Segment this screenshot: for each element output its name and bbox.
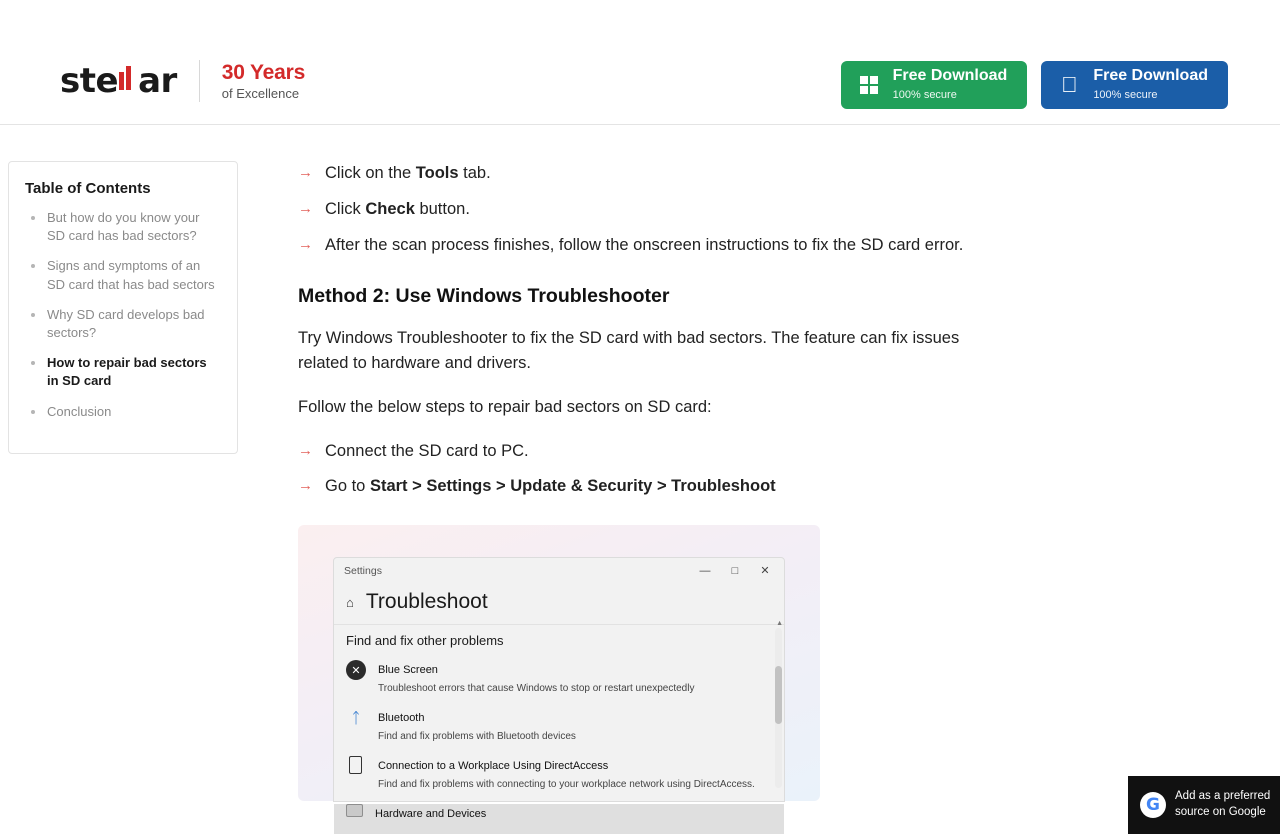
logo-tagline — [222, 61, 305, 101]
step-text-pre: Click on the — [325, 164, 416, 182]
free-download-windows-button[interactable] — [841, 61, 1028, 109]
settings-page-header — [334, 584, 784, 624]
arrow-icon: → — [298, 441, 313, 459]
step-item — [298, 197, 998, 222]
toc-list — [25, 209, 221, 421]
logo-text-part2: ar — [138, 61, 177, 101]
home-icon[interactable]: ⌂ — [346, 594, 354, 610]
arrow-icon: → — [298, 199, 313, 217]
toc-item-1[interactable]: Signs and symptoms of an SD card that has bad sectors — [25, 257, 221, 293]
directaccess-icon — [349, 756, 362, 774]
toc-item-4[interactable]: Conclusion — [25, 403, 221, 421]
troubleshoot-item-name: Blue Screen — [378, 664, 438, 676]
method-heading: Method 2: Use Windows Troubleshooter — [298, 285, 670, 308]
settings-window-titlebar — [334, 558, 784, 584]
settings-page-title: Troubleshoot — [365, 590, 488, 613]
windows-icon — [857, 73, 881, 97]
step-text-pre: Go to — [325, 477, 370, 496]
troubleshoot-item[interactable] — [334, 708, 784, 756]
troubleshoot-item[interactable] — [334, 804, 784, 834]
troubleshoot-item[interactable] — [334, 660, 784, 708]
bluetooth-icon: ᛏ — [351, 709, 361, 727]
troubleshoot-item-text — [378, 660, 694, 696]
free-download-mac-button[interactable] — [1041, 61, 1228, 109]
step-text-bold: Check — [365, 199, 415, 218]
troubleshoot-item-text — [378, 708, 576, 744]
step-text-bold: Start > Settings > Update & Security > Troubleshoot — [369, 477, 776, 496]
troubleshoot-screenshot-figure — [298, 525, 820, 820]
troubleshoot-item-text — [378, 756, 755, 792]
google-badge-text — [1175, 789, 1270, 820]
step-text-pre: After the scan process finishes, follow the onscreen instructions to fix the SD card error. — [325, 235, 964, 254]
apple-icon — [1057, 73, 1081, 97]
top-step-list — [298, 161, 998, 257]
mac-button-sublabel: 100% secure — [1093, 89, 1158, 101]
maximize-icon[interactable]: □ — [731, 565, 739, 577]
logo-excellence: of Excellence — [221, 85, 300, 101]
google-badge-line2: source on Google — [1175, 806, 1266, 818]
logo-divider — [199, 60, 200, 102]
step-item — [298, 474, 998, 499]
toc-item-3[interactable]: How to repair bad sectors in SD card — [25, 354, 221, 390]
step-text-post: tab. — [458, 164, 491, 182]
download-buttons — [841, 61, 1228, 109]
settings-window-title: Settings — [344, 565, 382, 577]
troubleshoot-item-name: Bluetooth — [378, 712, 425, 724]
site-header — [0, 0, 1280, 125]
troubleshoot-item[interactable] — [334, 756, 784, 804]
troubleshoot-item-desc: Find and fix problems with connecting to your workplace network using DirectAccess. — [378, 779, 755, 790]
scroll-up-icon[interactable]: ▲ — [776, 620, 783, 627]
google-g-icon: G — [1140, 792, 1166, 818]
troubleshoot-item-text — [375, 804, 486, 822]
step-text-pre: Click — [325, 199, 366, 218]
windows-button-label: Free Download — [892, 66, 1008, 84]
table-of-contents — [8, 161, 238, 454]
window-controls — [690, 558, 780, 584]
blue-screen-icon: ✕ — [346, 660, 366, 680]
step-text-pre: Connect the SD card to PC. — [325, 441, 529, 460]
troubleshoot-item-name: Connection to a Workplace Using DirectAccess — [378, 760, 609, 772]
toc-item-2[interactable]: Why SD card develops bad sectors? — [25, 306, 221, 342]
close-icon[interactable]: ✕ — [760, 565, 770, 577]
logo-text-part1: ste — [60, 61, 119, 101]
logo-wordmark — [60, 61, 177, 101]
windows-button-text — [893, 67, 1008, 104]
step-text-bold: Tools — [415, 164, 459, 182]
troubleshoot-item-name: Hardware and Devices — [375, 808, 487, 820]
section-heading: Find and fix other problems — [334, 624, 784, 660]
mac-button-label: Free Download — [1093, 66, 1208, 84]
printer-icon — [346, 804, 363, 817]
method-paragraph-1: Try Windows Troubleshooter to fix the SD card with bad sectors. The feature can fix issues related to hardware and drivers. — [298, 329, 960, 372]
toc-item-0[interactable]: But how do you know your SD card has bad sectors? — [25, 209, 221, 245]
step-item — [298, 161, 998, 186]
arrow-icon: → — [298, 235, 313, 253]
brand-logo[interactable] — [60, 60, 305, 102]
method-paragraph-2: Follow the below steps to repair bad sectors on SD card: — [298, 397, 712, 416]
bottom-step-list — [298, 439, 998, 500]
troubleshoot-item-desc: Find and fix problems with Bluetooth devices — [378, 731, 576, 742]
article-content — [298, 161, 998, 820]
mac-button-text — [1093, 67, 1208, 104]
step-text-post: button. — [414, 199, 470, 218]
step-item — [298, 439, 998, 464]
troubleshoot-item-desc: Troubleshoot errors that cause Windows to stop or restart unexpectedly — [378, 683, 695, 694]
toc-title: Table of Contents — [25, 180, 151, 197]
arrow-icon: → — [298, 477, 313, 495]
google-preferred-source-badge[interactable] — [1128, 776, 1280, 834]
google-badge-line1: Add as a preferred — [1175, 790, 1271, 803]
windows-button-sublabel: 100% secure — [892, 89, 957, 101]
arrow-icon: → — [298, 164, 313, 181]
logo-years: 30 Years — [221, 60, 306, 84]
window-scrollbar[interactable] — [775, 628, 782, 788]
step-item — [298, 233, 998, 258]
minimize-icon[interactable]: — — [699, 565, 711, 577]
settings-window — [333, 557, 785, 820]
